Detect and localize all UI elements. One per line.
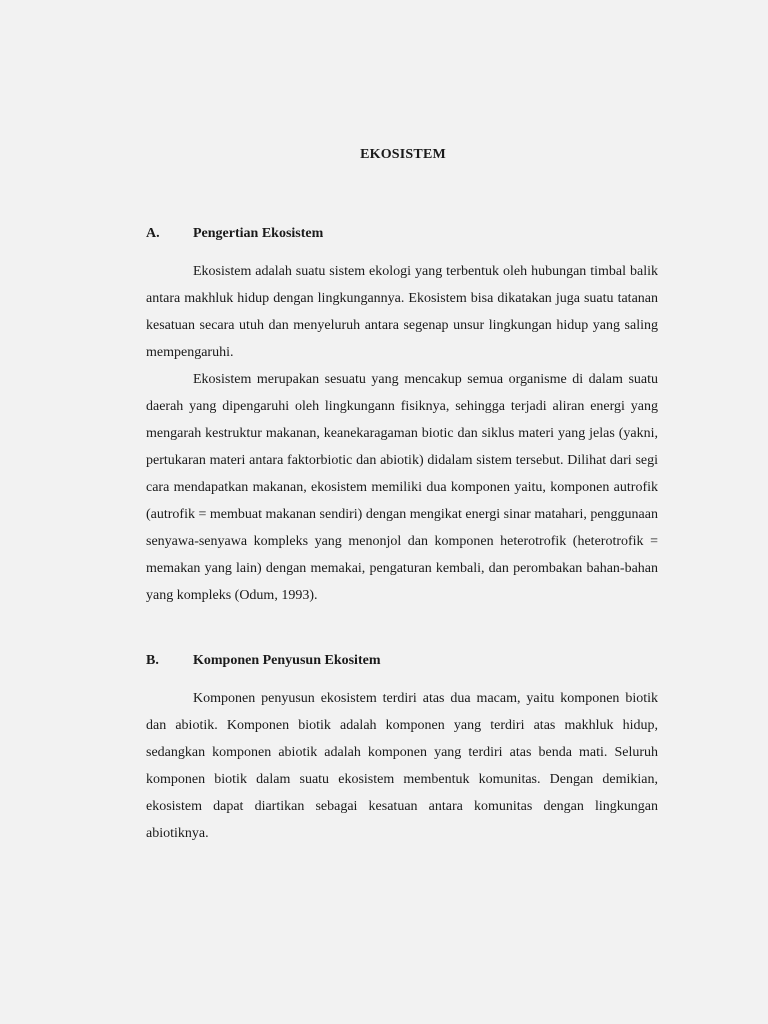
section-a-body bbox=[146, 258, 658, 609]
document-title: EKOSISTEM bbox=[360, 147, 446, 162]
section-number: B. bbox=[146, 653, 159, 668]
section-heading-b bbox=[146, 653, 380, 669]
section-heading-a bbox=[146, 226, 323, 242]
section-title: Komponen Penyusun Ekositem bbox=[193, 653, 381, 668]
paragraph: Komponen penyusun ekosistem terdiri atas dua macam, yaitu komponen biotik dan abiotik. Komponen biotik adalah komponen yang terdiri atas makhluk hidup, sedangkan komponen abiotik adalah komponen yang terdiri atas benda mati. Seluruh komponen biotik dalam suatu ekosistem membentuk komunitas. Dengan demikian, ekosistem dapat diartikan sebagai kesatuan antara komunitas dengan lingkungan abiotiknya. bbox=[146, 691, 658, 841]
section-b-body bbox=[146, 685, 658, 847]
section-title: Pengertian Ekosistem bbox=[193, 226, 324, 241]
paragraph: Ekosistem adalah suatu sistem ekologi yang terbentuk oleh hubungan timbal balik antara makhluk hidup dengan lingkungannya. Ekosistem bisa dikatakan juga suatu tatanan kesatuan secara utuh dan menyeluruh antara segenap unsur lingkungan hidup yang saling mempengaruhi. bbox=[146, 264, 658, 360]
paragraph: Ekosistem merupakan sesuatu yang mencakup semua organisme di dalam suatu daerah yang dipengaruhi oleh lingkungann fisiknya, sehingga terjadi aliran energi yang mengarah kestruktur makanan, keanekaragaman biotic dan siklus materi yang jelas (yakni, pertukaran materi antara faktorbiotic dan abiotik) didalam sistem tersebut. Dilihat dari segi cara mendapatkan makanan, ekosistem memiliki dua komponen yaitu, komponen autrofik (autrofik = membuat makanan sendiri) dengan mengikat energi sinar matahari, penggunaan senyawa-senyawa kompleks yang menonjol dan komponen heterotrofik (heterotrofik = memakan yang lain) dengan memakai, pengaturan kembali, dan perombakan bahan-bahan yang kompleks (Odum, 1993). bbox=[146, 372, 658, 603]
section-number: A. bbox=[146, 226, 160, 241]
